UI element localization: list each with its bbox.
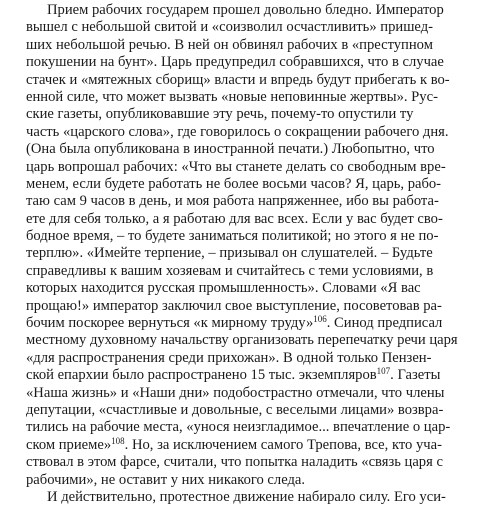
text-line	[26, 176, 463, 193]
text-line	[26, 454, 463, 471]
line-text: терплю». «Имейте терпение, – призывал он слушателей. – Будьте	[26, 245, 433, 262]
text-line	[26, 315, 463, 332]
line-text: бодное время, – то будете заниматься политикой; но этого я не по-	[26, 228, 439, 245]
text-line	[26, 106, 463, 123]
line-text: прощаю!» император заключил свое выступление, посоветовав ра-	[26, 297, 442, 314]
text-line	[26, 385, 463, 402]
text-line	[26, 193, 463, 210]
paragraph	[26, 2, 463, 489]
line-text: справедливы к вашим хозяевам и считайтесь с теми условиями, в	[26, 262, 434, 279]
line-text: ском приеме»	[26, 436, 112, 453]
line-text: ские газеты, опубликовавшие эту речь, почему-то опустили ту	[26, 106, 414, 123]
body-text	[26, 2, 463, 506]
line-text: енной силе, что может вызвать «новые неповинные жертвы». Рус-	[26, 88, 438, 105]
line-text: вышел с небольшой свитой и «соизволил осчастливить» пришед-	[26, 19, 434, 36]
text-line	[26, 350, 463, 367]
text-line	[26, 72, 463, 89]
text-line	[26, 37, 463, 54]
line-text: стачек и «мятежных сборищ» власти и впредь будут прибегать к во-	[26, 71, 450, 88]
text-line	[26, 437, 463, 454]
line-text: покушении на бунт». Царь предупредил собравшихся, что в случае	[26, 54, 444, 71]
line-text: ской епархии было распространено 15 тыс. экземпляров	[26, 367, 377, 384]
text-line	[26, 298, 463, 315]
line-text: царь вопрошал рабочих: «Что вы станете делать со свободным вре-	[26, 158, 446, 175]
text-line	[26, 419, 463, 436]
text-line	[26, 19, 463, 36]
text-line	[26, 280, 463, 297]
text-line	[26, 141, 463, 158]
line-text: менем, если будете работать не более восьми часов? Я, царь, рабо-	[26, 175, 442, 192]
line-text: Прием рабочих государем прошел довольно бледно. Император	[47, 2, 444, 18]
line-text: ете для себя только, а я работаю для вас всех. Если у вас будет сво-	[26, 210, 443, 227]
text-line	[26, 124, 463, 141]
text-line	[26, 263, 463, 280]
text-line	[26, 489, 463, 506]
line-text: таю сам 9 часов в день, и моя работа напряженнее, ибо вы работа-	[26, 193, 439, 210]
text-line	[26, 228, 463, 245]
line-text: «Наша жизнь» и «Наши дни» подобострастно отмечали, что члены	[26, 384, 445, 401]
line-text: часть «царского слова», где говорилось о сокращении рабочего дня.	[26, 123, 449, 140]
line-text: «для распространения среди прихожан». В одной только Пензен-	[26, 349, 432, 366]
line-text: местному духовному начальству организовать перепечатку речи царя	[26, 332, 458, 349]
text-line	[26, 332, 463, 349]
line-text-continuation: . Газеты	[390, 367, 441, 384]
text-line	[26, 2, 463, 19]
footnote-reference: 108	[111, 435, 125, 446]
text-line	[26, 245, 463, 262]
line-text: ших небольшой речью. В ней он обвинял рабочих в «преступном	[26, 36, 433, 53]
line-text: тились на рабочие места, «унося неизгладимое... впечатление о цар-	[26, 419, 451, 436]
text-line	[26, 89, 463, 106]
line-text-continuation: . Но, за исключением самого Трепова, все, кто уча-	[124, 436, 442, 453]
text-line	[26, 159, 463, 176]
paragraph	[26, 489, 463, 506]
line-text: которых находится русская промышленность». Словами «Я вас	[26, 280, 421, 297]
text-line	[26, 402, 463, 419]
line-text: ствовал в этом фарсе, считали, что попытка наладить «связь царя с	[26, 454, 443, 471]
line-text: бочим поскорее вернуться «к мирному труду»	[26, 315, 314, 332]
line-text: рабочими», не оставит у них никакого следа.	[26, 471, 306, 488]
line-text: депутации, «счастливые и довольные, с веселыми лицами» возвра-	[26, 401, 444, 418]
text-line	[26, 54, 463, 71]
line-text-continuation: . Синод предписал	[326, 315, 443, 332]
text-line	[26, 367, 463, 384]
footnote-reference: 107	[376, 366, 391, 377]
line-text: (Она была опубликована в иностранной печати.) Любопытно, что	[26, 141, 435, 158]
text-line	[26, 472, 463, 489]
footnote-reference: 106	[313, 314, 327, 325]
line-text: И действительно, протестное движение набирало силу. Его уси-	[47, 488, 446, 505]
text-line	[26, 211, 463, 228]
